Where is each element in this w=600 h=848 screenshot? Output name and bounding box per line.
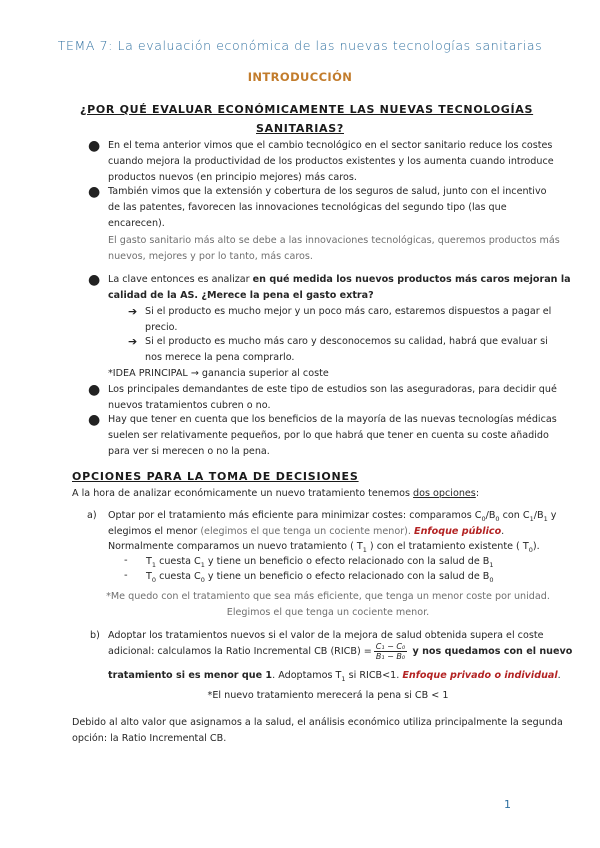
lead-colon: : — [475, 488, 480, 499]
document-header: TEMA 7: La evaluación económica de las nuevas tecnologías sanitarias — [57, 38, 543, 53]
arrow2-line2: nos merece la pena comprarlo. — [145, 352, 295, 363]
option-a-dash2 — [146, 571, 494, 584]
bold-text: y nos quedamos con el nuevo — [409, 646, 573, 657]
arrow-right-icon: ➔ — [128, 305, 138, 318]
text: T — [146, 556, 152, 567]
bullet-icon: ● — [88, 272, 101, 288]
arrow1-line2: precio. — [145, 322, 178, 333]
note-b: *El nuevo tratamiento merecerá la pena si CB < 1 — [207, 690, 449, 701]
ricb-fraction — [374, 642, 407, 661]
bullet1-line1: En el tema anterior vimos que el cambio tecnológico en el sector sanitario reduce los costes — [108, 140, 553, 151]
enfoque-publico: Enfoque público — [414, 526, 502, 537]
bullet5-line3: para ver si merecen o no la pena. — [108, 446, 270, 457]
note-a-line2: Elegimos el que tenga un cociente menor. — [226, 607, 430, 618]
bullet2-line2: de las patentes, favorecen las innovaciones tecnológicas del segundo tipo (las que — [108, 202, 507, 213]
sub: 0 — [489, 575, 494, 584]
sub: 0 — [151, 575, 157, 584]
text: ). — [532, 541, 540, 552]
bullet-icon: ● — [88, 138, 101, 154]
idea-principal — [108, 368, 329, 379]
gray-note-line1: El gasto sanitario más alto se debe a las innovaciones tecnológicas, queremos productos más — [108, 235, 560, 246]
sub: 1 — [489, 560, 494, 569]
bullet4-line1: Los principales demandantes de este tipo de estudios son las aseguradoras, para decidir qué — [108, 384, 557, 395]
option-b-line1: Adoptar los tratamientos nuevos si el valor de la mejora de salud obtenida supera el coste — [108, 630, 544, 641]
lead-paragraph — [72, 488, 479, 499]
bullet3-line2: calidad de la AS. ¿Merece la pena el gasto extra? — [108, 290, 374, 301]
bullet1-line2: cuando mejora la productividad de los productos existentes y los aumenta cuando introduce — [108, 156, 554, 167]
arrow-right-icon: ➔ — [128, 335, 138, 348]
bullet4-line2: nuevos tratamientos cubren o no. — [108, 400, 271, 411]
text: elegimos el menor — [108, 526, 201, 537]
question-title-line2: SANITARIAS? — [256, 122, 344, 135]
question-title-line1: ¿POR QUÉ EVALUAR ECONÓMICAMENTE LAS NUEVAS TECNOLOGÍAS — [80, 103, 534, 116]
bullet-icon: ● — [88, 412, 101, 428]
enfoque-privado: Enfoque privado o individual — [402, 670, 558, 681]
bullet3-emphasis: en qué medida los nuevos productos más caros mejoran la — [252, 274, 571, 285]
option-a-line2 — [108, 526, 504, 537]
text: y tiene un beneficio o efecto relacionado con la salud de B — [204, 571, 490, 582]
sub: 0 — [481, 514, 486, 523]
text: . Adoptamos T — [272, 670, 342, 681]
bullet5-line1: Hay que tener en cuenta que los beneficios de la mayoría de las nuevas tecnologías médicas — [108, 414, 557, 425]
sub: 1 — [362, 545, 367, 554]
text: cuesta C — [156, 556, 201, 567]
sub: 1 — [151, 560, 157, 569]
text: ) con el tratamiento existente ( T — [366, 541, 529, 552]
text: adicional: calculamos la Ratio Incremental CB (RICB) = — [108, 646, 372, 657]
option-a-line1 — [108, 510, 556, 523]
arrow1-line1: Si el producto es mucho mejor y un poco más caro, estaremos dispuestos a pagar el — [145, 306, 552, 317]
bullet5-line2: suelen ser relativamente pequeños, por lo que habrá que tener en cuenta su coste añadido — [108, 430, 549, 441]
bullet1-line3: productos nuevos (en principio mejores) más caros. — [108, 172, 357, 183]
sub: 1 — [543, 514, 548, 523]
text: si RICB<1. — [345, 670, 403, 681]
lead-link-text: dos opciones — [413, 488, 476, 499]
note-a-line1: *Me quedo con el tratamiento que sea más eficiente, que tenga un menor coste por unidad. — [106, 591, 550, 602]
option-b-line3 — [108, 670, 561, 683]
dash-icon: - — [124, 570, 128, 581]
sub: 1 — [200, 560, 205, 569]
bold-text: tratamiento si es menor que 1 — [108, 670, 273, 681]
text: . — [557, 670, 561, 681]
text: Normalmente comparamos un nuevo tratamiento ( T — [108, 541, 363, 552]
bullet2-line1: También vimos que la extensión y cobertura de los seguros de salud, junto con el incentivo — [108, 186, 547, 197]
closing-line1: Debido al alto valor que asignamos a la salud, el análisis económico utiliza principalmente la segunda — [72, 717, 563, 728]
text: cuesta C — [156, 571, 201, 582]
section-title: OPCIONES PARA LA TOMA DE DECISIONES — [72, 470, 359, 483]
arrow2-line1: Si el producto es mucho más caro y desconocemos su calidad, habrá que evaluar si — [145, 336, 548, 347]
sub: 0 — [200, 575, 205, 584]
text: . — [501, 526, 505, 537]
page-number: 1 — [504, 798, 511, 811]
option-b-marker: b) — [90, 630, 100, 641]
sub: 1 — [341, 674, 346, 683]
option-b-line2 — [108, 640, 572, 664]
text: y tiene un beneficio o efecto relacionado con la salud de B — [204, 556, 490, 567]
lead-text: A la hora de analizar económicamente un nuevo tratamiento tenemos — [72, 488, 414, 499]
bullet2-line3: encarecen). — [108, 218, 165, 229]
bullet3-line1 — [108, 274, 571, 285]
bullet-icon: ● — [88, 382, 101, 398]
sub: 1 — [529, 514, 534, 523]
intro-heading: INTRODUCCIÓN — [247, 70, 353, 84]
dash-icon: - — [124, 555, 128, 566]
text: y — [547, 510, 557, 521]
option-a-marker: a) — [87, 510, 97, 521]
arrow-icon: → — [190, 368, 199, 379]
text: Optar por el tratamiento más eficiente para minimizar costes: comparamos C — [108, 510, 482, 521]
text: con C — [499, 510, 530, 521]
idea-label: *IDEA PRINCIPAL — [108, 368, 191, 379]
idea-text: ganancia superior al coste — [198, 368, 329, 379]
fraction-numerator: C₁ − C₀ — [375, 641, 406, 651]
option-a-line3 — [108, 541, 540, 554]
sub: 0 — [495, 514, 500, 523]
text: T — [146, 571, 152, 582]
bullet-icon: ● — [88, 184, 101, 200]
fraction-denominator: B₁ − B₀ — [375, 651, 406, 661]
bullet3-text: La clave entonces es analizar — [108, 274, 253, 285]
text: /B — [485, 510, 496, 521]
sub: 0 — [528, 545, 533, 554]
closing-line2: opción: la Ratio Incremental CB. — [72, 733, 227, 744]
text: /B — [533, 510, 544, 521]
option-a-dash1 — [146, 556, 494, 569]
gray-note-line2: nuevos, mejores y por lo tanto, más caros. — [108, 251, 313, 262]
gray-text: (elegimos el que tenga un cociente menor). — [200, 526, 411, 537]
